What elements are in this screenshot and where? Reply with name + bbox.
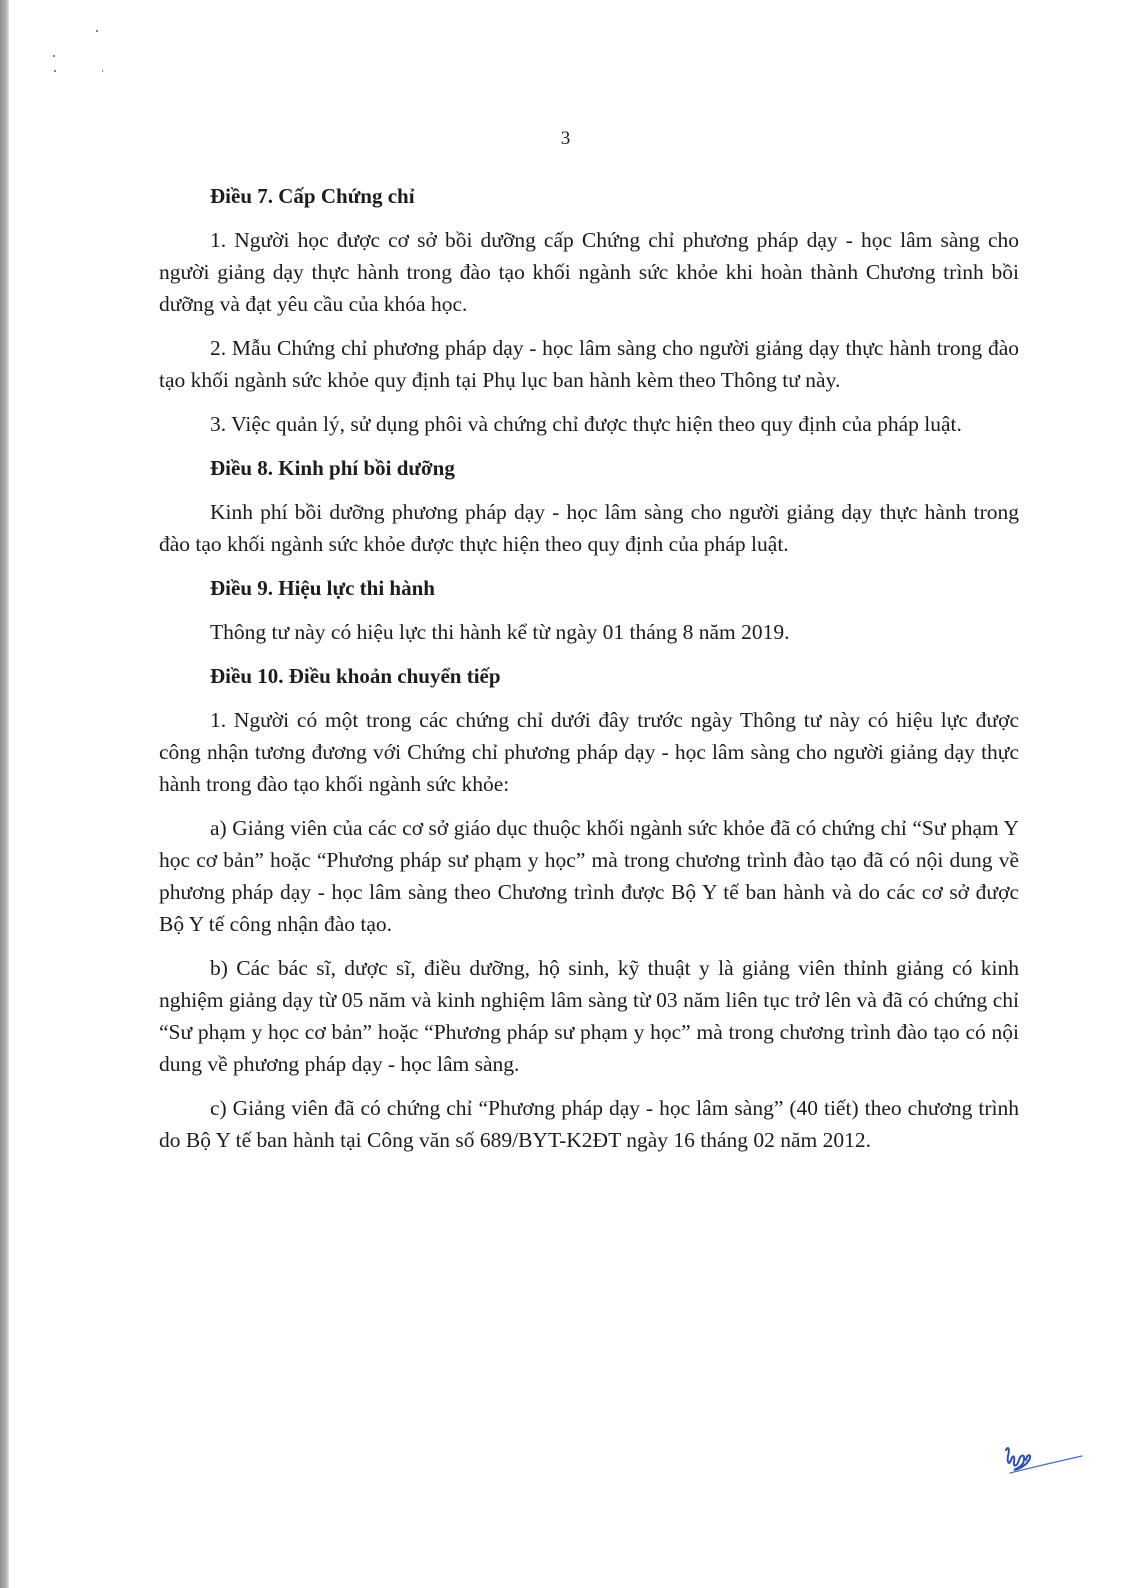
paragraph: Kinh phí bồi dưỡng phương pháp dạy - học lâm sàng cho người giảng dạy thực hành trong đào tạo khối ngành sức khỏe được thực hiện theo quy định của pháp luật. — [159, 500, 1019, 556]
article-heading: Điều 8. Kinh phí bồi dưỡng — [210, 456, 455, 480]
article-10 — [159, 660, 1019, 1156]
page-number: 3 — [560, 128, 571, 149]
document-body — [159, 180, 1019, 1168]
scan-edge-shadow — [0, 0, 9, 1588]
article-heading: Điều 7. Cấp Chứng chỉ — [210, 184, 415, 208]
paragraph: b) Các bác sĩ, dược sĩ, điều dưỡng, hộ sinh, kỹ thuật y là giảng viên thỉnh giảng có kinh nghiệm giảng dạy từ 05 năm và kinh nghiệm lâm sàng từ 03 năm liên tục trở lên và đã có chứng chỉ “Sư phạm y học cơ bản” hoặc “Phương pháp sư phạm y học” mà trong chương trình đào tạo có nội dung về phương pháp dạy - học lâm sàng. — [159, 956, 1019, 1076]
initials-signature-icon — [1000, 1440, 1090, 1480]
paragraph: 2. Mẫu Chứng chỉ phương pháp dạy - học lâm sàng cho người giảng dạy thực hành trong đào tạo khối ngành sức khỏe quy định tại Phụ lục ban hành kèm theo Thông tư này. — [159, 336, 1019, 392]
scan-speck — [96, 30, 98, 32]
paragraph: 3. Việc quản lý, sử dụng phôi và chứng chỉ được thực hiện theo quy định của pháp luật. — [210, 412, 962, 436]
article-heading: Điều 10. Điều khoản chuyển tiếp — [210, 664, 501, 688]
scan-speck — [54, 70, 56, 72]
paragraph: 1. Người học được cơ sở bồi dưỡng cấp Chứng chỉ phương pháp dạy - học lâm sàng cho người giảng dạy thực hành trong đào tạo khối ngành sức khỏe khi hoàn thành Chương trình bồi dưỡng và đạt yêu cầu của khóa học. — [159, 228, 1019, 316]
scan-speck — [53, 55, 55, 57]
paragraph: 1. Người có một trong các chứng chỉ dưới đây trước ngày Thông tư này có hiệu lực được công nhận tương đương với Chứng chỉ phương pháp dạy - học lâm sàng cho người giảng dạy thực hành trong đào tạo khối ngành sức khỏe: — [159, 708, 1019, 796]
article-heading: Điều 9. Hiệu lực thi hành — [210, 576, 435, 600]
article-8 — [159, 452, 1019, 560]
article-9 — [159, 572, 1019, 648]
article-7 — [159, 180, 1019, 440]
paragraph: c) Giảng viên đã có chứng chỉ “Phương pháp dạy - học lâm sàng” (40 tiết) theo chương trình do Bộ Y tế ban hành tại Công văn số 689/BYT-K2ĐT ngày 16 tháng 02 năm 2012. — [159, 1096, 1019, 1152]
paragraph: a) Giảng viên của các cơ sở giáo dục thuộc khối ngành sức khỏe đã có chứng chỉ “Sư phạm Y học cơ bản” hoặc “Phương pháp sư phạm y học” mà trong chương trình đào tạo đã có nội dung về phương pháp dạy - học lâm sàng theo Chương trình được Bộ Y tế ban hành và do các cơ sở được Bộ Y tế công nhận đào tạo. — [159, 816, 1019, 936]
paragraph: Thông tư này có hiệu lực thi hành kể từ ngày 01 tháng 8 năm 2019. — [210, 620, 790, 644]
scan-speck — [102, 70, 103, 72]
